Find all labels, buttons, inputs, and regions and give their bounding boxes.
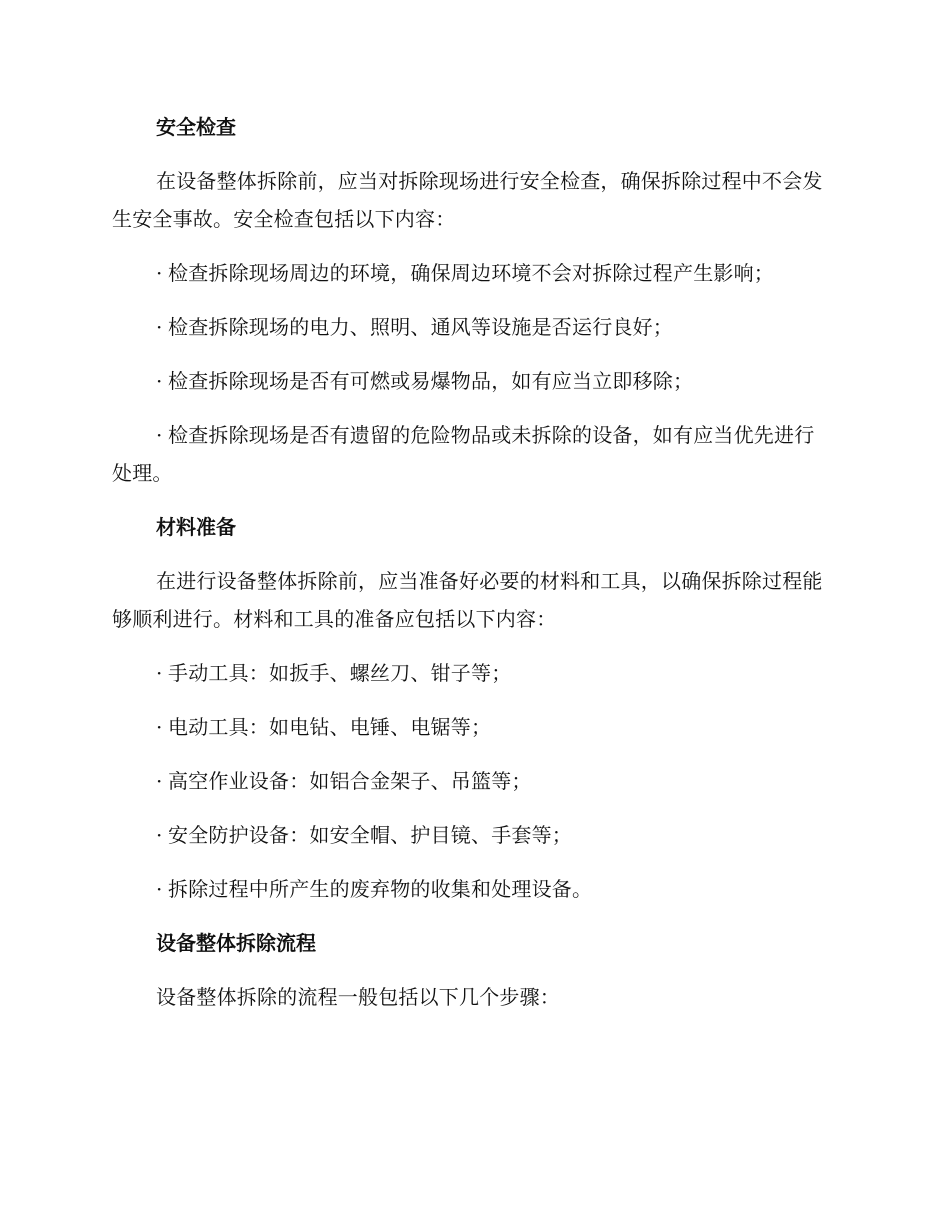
bullet-marker: · <box>156 315 163 339</box>
bullet-marker: · <box>156 369 163 393</box>
bullet-item <box>112 362 834 400</box>
bullet-text: 检查拆除现场是否有可燃或易爆物品，如有应当立即移除； <box>168 369 694 393</box>
bullet-marker: · <box>156 661 163 685</box>
bullet-text: 检查拆除现场的电力、照明、通风等设施是否运行良好； <box>168 315 673 339</box>
section-heading: 安全检查 <box>156 115 236 139</box>
section-paragraph: 在设备整体拆除前，应当对拆除现场进行安全检查，确保拆除过程中不会发生安全事故。安全检查包括以下内容： <box>112 169 823 231</box>
bullet-item <box>112 654 834 692</box>
bullet-marker: · <box>156 877 163 901</box>
bullet-item <box>112 416 834 492</box>
document-content <box>112 108 834 1032</box>
bullet-text: 高空作业设备：如铝合金架子、吊篮等； <box>168 769 532 793</box>
bullet-marker: · <box>156 769 163 793</box>
bullet-item <box>112 816 834 854</box>
section-heading: 设备整体拆除流程 <box>156 931 316 955</box>
bullet-marker: · <box>156 423 163 447</box>
bullet-text: 拆除过程中所产生的废弃物的收集和处理设备。 <box>168 877 593 901</box>
bullet-marker: · <box>156 261 163 285</box>
bullet-item <box>112 870 834 908</box>
bullet-marker: · <box>156 823 163 847</box>
bullet-text: 手动工具：如扳手、螺丝刀、钳子等； <box>168 661 512 685</box>
section-paragraph: 在进行设备整体拆除前，应当准备好必要的材料和工具，以确保拆除过程能够顺利进行。材料和工具的准备应包括以下内容： <box>112 569 823 631</box>
section-heading: 材料准备 <box>156 515 236 539</box>
bullet-marker: · <box>156 715 163 739</box>
bullet-text: 安全防护设备：如安全帽、护目镜、手套等； <box>168 823 572 847</box>
bullet-text: 电动工具：如电钻、电锤、电锯等； <box>168 715 492 739</box>
bullet-text: 检查拆除现场周边的环境，确保周边环境不会对拆除过程产生影响； <box>168 261 774 285</box>
section-paragraph: 设备整体拆除的流程一般包括以下几个步骤： <box>156 985 560 1009</box>
bullet-item <box>112 308 834 346</box>
bullet-item <box>112 254 834 292</box>
bullet-item <box>112 708 834 746</box>
bullet-item <box>112 762 834 800</box>
bullet-text: 检查拆除现场是否有遗留的危险物品或未拆除的设备，如有应当优先进行处理。 <box>112 423 815 485</box>
